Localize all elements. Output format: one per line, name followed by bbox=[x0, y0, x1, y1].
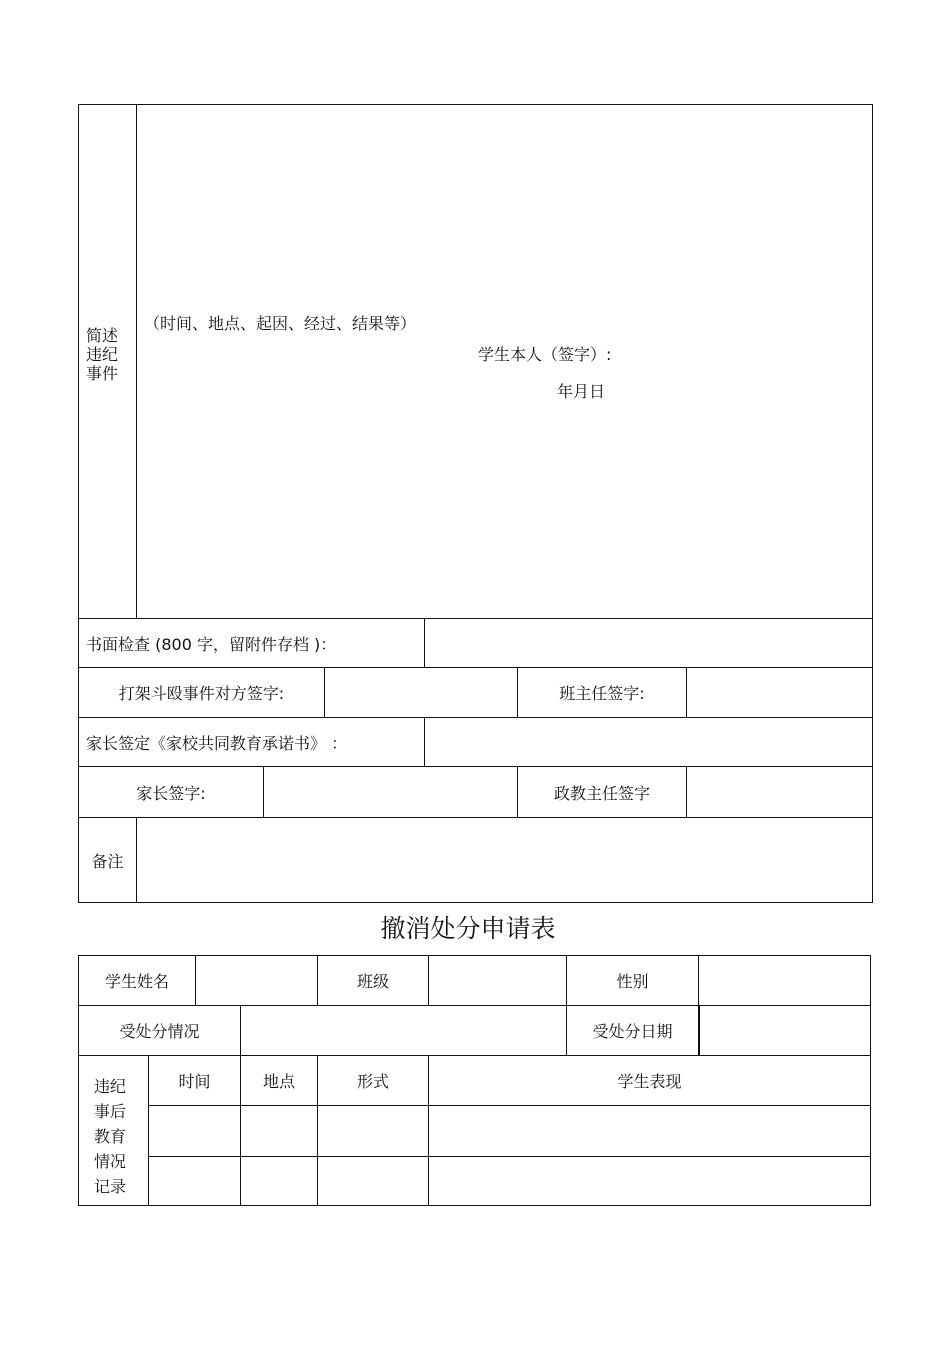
table-row[interactable] bbox=[149, 1106, 870, 1156]
label-line: 情况 bbox=[94, 1152, 127, 1171]
student-name-label: 学生姓名 bbox=[104, 972, 169, 991]
head-teacher-signature-field[interactable] bbox=[687, 668, 872, 717]
table-border bbox=[698, 1005, 700, 1056]
event-description-label bbox=[86, 326, 118, 384]
column-header-time: 时间 bbox=[178, 1072, 211, 1091]
student-signature-label: 学生本人（签字）: bbox=[478, 345, 612, 364]
head-teacher-signature-label: 班主任签字: bbox=[559, 684, 645, 703]
label-line: 事后 bbox=[94, 1102, 127, 1121]
gender-field[interactable] bbox=[699, 956, 870, 1005]
table-border bbox=[78, 1205, 871, 1206]
date-line: 年月日 bbox=[557, 382, 606, 401]
parent-commitment-label: 家长签定《家校共同教育承诺书》 ： bbox=[86, 733, 348, 753]
written-check-field[interactable] bbox=[425, 619, 872, 667]
label-line: 教育 bbox=[94, 1127, 127, 1146]
director-signature-field[interactable] bbox=[687, 767, 872, 817]
table-row[interactable] bbox=[149, 1157, 870, 1205]
event-hint-text: （时间、地点、起因、经过、结果等） bbox=[144, 314, 417, 333]
parent-signature-field[interactable] bbox=[264, 767, 517, 817]
gender-label: 性别 bbox=[616, 972, 649, 991]
label-line: 记录 bbox=[94, 1177, 127, 1196]
punishment-status-field[interactable] bbox=[241, 1006, 566, 1055]
director-signature-label: 政教主任签字 bbox=[553, 783, 650, 803]
table-border bbox=[870, 955, 871, 1206]
education-record-label bbox=[94, 1074, 126, 1199]
remarks-field[interactable] bbox=[137, 818, 872, 902]
parent-signature-label: 家长签字: bbox=[136, 783, 206, 803]
column-header-performance: 学生表现 bbox=[617, 1072, 682, 1091]
class-field[interactable] bbox=[429, 956, 566, 1005]
label-line: 违纪 bbox=[94, 1077, 127, 1096]
label-line: 事件 bbox=[86, 364, 119, 384]
column-header-location: 地点 bbox=[262, 1072, 295, 1091]
label-line: 简述 bbox=[86, 326, 119, 345]
opponent-signature-field[interactable] bbox=[325, 668, 517, 717]
punishment-status-label: 受处分情况 bbox=[119, 1022, 200, 1041]
event-description-field[interactable] bbox=[137, 105, 872, 618]
opponent-signature-label: 打架斗殴事件对方签字: bbox=[118, 684, 285, 703]
label-line: 违纪 bbox=[86, 345, 119, 365]
student-name-field[interactable] bbox=[196, 956, 317, 1005]
class-label: 班级 bbox=[356, 972, 389, 991]
written-check-label: 书面检查 (800 字，留附件存档 )： bbox=[86, 634, 337, 654]
remarks-label: 备注 bbox=[91, 851, 124, 871]
page-title: 撤消处分申请表 bbox=[380, 914, 556, 943]
punishment-date-label: 受处分日期 bbox=[592, 1022, 673, 1041]
column-header-form: 形式 bbox=[356, 1072, 389, 1091]
table-border bbox=[78, 902, 873, 903]
table-border bbox=[872, 104, 873, 903]
punishment-date-field[interactable] bbox=[701, 1006, 870, 1055]
parent-commitment-field[interactable] bbox=[425, 718, 872, 766]
